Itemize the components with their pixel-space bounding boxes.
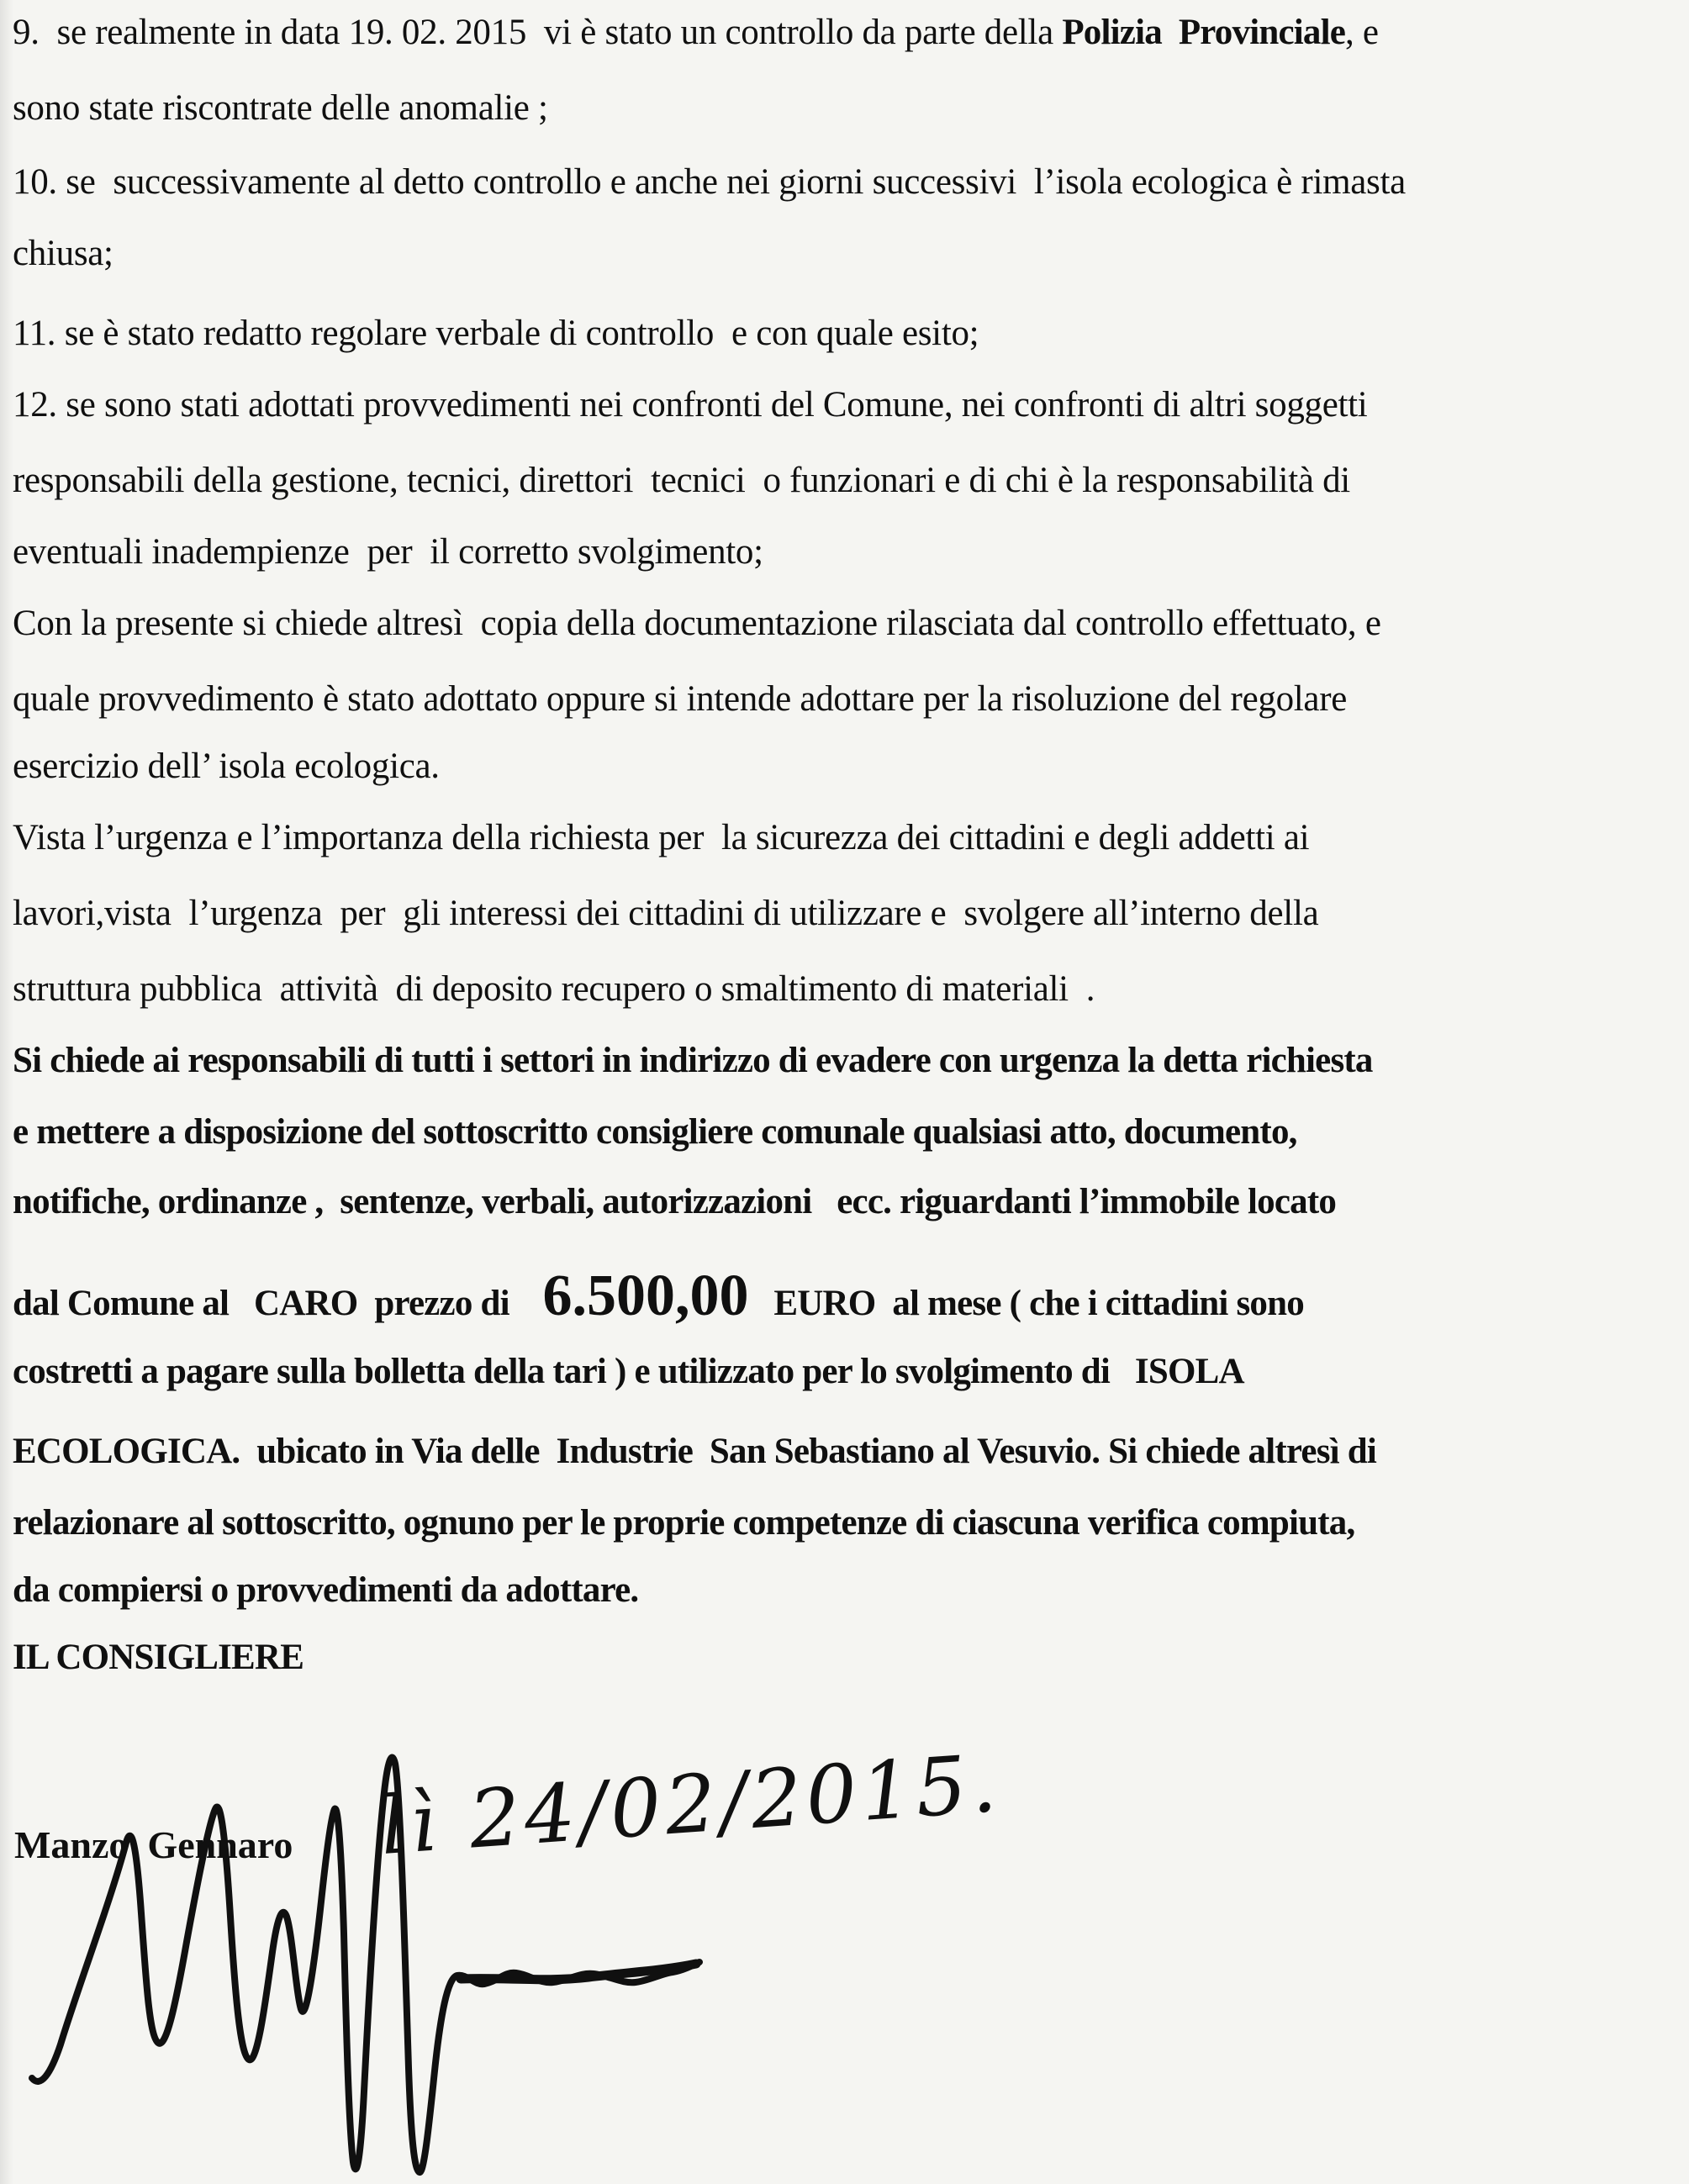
- text-segment: 10. se successivamente al detto controllo e anche nei giorni successivi l’isola ecologica è rimasta: [13, 162, 1406, 202]
- text-line: [13, 1567, 1682, 1614]
- text-line: [13, 529, 1682, 576]
- text-segment: quale provvedimento è stato adottato oppure si intende adottare per la risoluzione del regolare: [13, 679, 1348, 719]
- text-segment: Polizia Provinciale: [1062, 13, 1346, 52]
- text-segment: EURO al mese ( che i cittadini sono: [748, 1284, 1304, 1323]
- text-line: [13, 676, 1682, 723]
- text-line: [13, 310, 1682, 357]
- text-segment: Con la presente si chiede altresì copia della documentazione rilasciata dal controllo effettuato, e: [13, 604, 1381, 643]
- text-line: [13, 1179, 1682, 1226]
- handwritten-date: lì 24/02/2015.: [377, 1737, 1004, 1873]
- signer-name: Manzo Gennaro: [14, 1823, 293, 1866]
- text-line: [13, 1348, 1682, 1395]
- text-line: [13, 1263, 1682, 1328]
- text-segment: lavori,vista l’urgenza per gli interessi dei cittadini di utilizzare e svolgere all’interno della: [13, 894, 1319, 933]
- text-segment: Si chiede ai responsabili di tutti i settori in indirizzo di evadere con urgenza la detta richiesta: [13, 1041, 1373, 1080]
- text-line: [13, 743, 1682, 790]
- text-segment: IL CONSIGLIERE: [13, 1638, 304, 1677]
- text-segment: struttura pubblica attività di deposito recupero o smaltimento di materiali .: [13, 969, 1095, 1009]
- text-line: [13, 1634, 1682, 1681]
- text-segment: 12. se sono stati adottati provvedimenti nei confronti del Comune, nei confronti di altri soggetti: [13, 385, 1368, 425]
- text-line: [13, 966, 1682, 1013]
- text-line: [13, 815, 1682, 862]
- signature-area: [0, 1715, 1051, 2184]
- text-line: [13, 230, 1682, 277]
- text-line: [13, 1500, 1682, 1547]
- text-segment: chiusa;: [13, 234, 113, 273]
- text-segment: , e: [1345, 13, 1379, 52]
- text-line: [13, 1428, 1682, 1475]
- text-line: [13, 159, 1682, 206]
- text-segment: 9. se realmente in data 19. 02. 2015 vi è stato un controllo da parte della: [13, 13, 1063, 52]
- text-line: [13, 9, 1682, 56]
- text-segment: da compiersi o provvedimenti da adottare.: [13, 1570, 639, 1610]
- text-line: [13, 1037, 1682, 1084]
- text-line: [13, 1109, 1682, 1156]
- text-segment: sono state riscontrate delle anomalie ;: [13, 88, 548, 128]
- text-segment: ECOLOGICA. ubicato in Via delle Industrie San Sebastiano al Vesuvio. Si chiede altresì di: [13, 1432, 1377, 1471]
- text-segment: eventuali inadempienze per il corretto svolgimento;: [13, 532, 763, 572]
- text-segment: dal Comune al CARO prezzo di: [13, 1284, 543, 1323]
- text-segment: costretti a pagare sulla bolletta della tari ) e utilizzato per lo svolgimento di ISOLA: [13, 1352, 1244, 1391]
- text-line: [13, 600, 1682, 647]
- text-segment: esercizio dell’ isola ecologica.: [13, 746, 440, 786]
- text-line: [13, 457, 1682, 504]
- text-segment: 11. se è stato redatto regolare verbale di controllo e con quale esito;: [13, 314, 979, 353]
- text-segment: responsabili della gestione, tecnici, direttori tecnici o funzionari e di chi è la responsabilità di: [13, 461, 1350, 500]
- text-line: [13, 85, 1682, 132]
- text-line: [13, 382, 1682, 429]
- text-segment: notifiche, ordinanze , sentenze, verbali, autorizzazioni ecc. riguardanti l’immobile locato: [13, 1182, 1337, 1221]
- text-segment: relazionare al sottoscritto, ognuno per le proprie competenze di ciascuna verifica compiuta,: [13, 1503, 1355, 1543]
- text-segment: e mettere a disposizione del sottoscritto consigliere comunale qualsiasi atto, documento,: [13, 1112, 1297, 1152]
- text-line: [13, 890, 1682, 937]
- text-segment: Vista l’urgenza e l’importanza della richiesta per la sicurezza dei cittadini e degli addetti ai: [13, 818, 1310, 857]
- price-amount: 6.500,00: [542, 1263, 749, 1328]
